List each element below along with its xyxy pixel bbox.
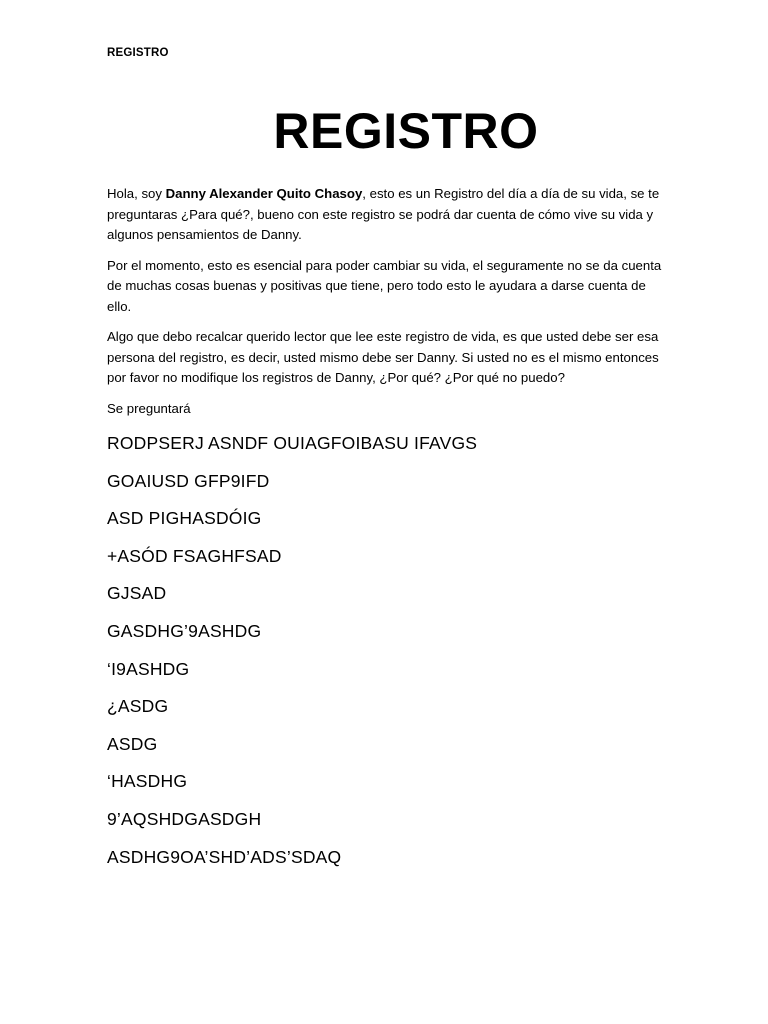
author-name: Danny Alexander Quito Chasoy bbox=[165, 186, 363, 201]
entry-lines bbox=[107, 430, 707, 881]
entry-line: ASDHG9OA’SHD’ADS’SDAQ bbox=[107, 846, 342, 867]
paragraph-intro bbox=[107, 184, 662, 246]
entry-line: GJSAD bbox=[107, 583, 167, 604]
intro-text-start: Hola, soy bbox=[107, 186, 166, 201]
paragraph-purpose: Por el momento, esto es esencial para poder cambiar su vida, el seguramente no se da cuenta de muchas cosas buenas y positivas que tiene, pero todo esto le ayudara a darse cuenta de ello. bbox=[107, 257, 662, 314]
running-header: REGISTRO bbox=[107, 47, 169, 59]
entry-line: +ASÓD FSAGHFSAD bbox=[107, 545, 282, 566]
paragraph-question: Se preguntará bbox=[107, 400, 191, 416]
entry-line: GOAIUSD GFP9IFD bbox=[107, 470, 270, 491]
entry-line: RODPSERJ ASNDF OUIAGFOIBASU IFAVGS bbox=[107, 433, 478, 453]
document-title: REGISTRO bbox=[273, 103, 539, 159]
paragraph-warning: Algo que debo recalcar querido lector que lee este registro de vida, es que usted debe ser esa persona del registro, es decir, usted mismo debe ser Danny. Si usted no es el mismo entonces por favor no modifique los registros de Danny, ¿Por qué? ¿Por qué no puedo? bbox=[107, 329, 659, 385]
entry-line: ASDG bbox=[107, 733, 158, 754]
entry-line: ‘I9ASHDG bbox=[107, 658, 190, 679]
entry-line: GASDHG’9ASHDG bbox=[107, 620, 262, 641]
entry-line: ¿ASDG bbox=[107, 696, 169, 717]
entry-line: ‘HASDHG bbox=[107, 771, 188, 792]
entry-line: 9’AQSHDGASDGH bbox=[107, 808, 262, 829]
document-body bbox=[107, 184, 662, 429]
intro-text-end: , esto es un Registro del día a día de su vida, se te preguntaras ¿Para qué?, bueno con este registro se podrá dar cuenta de cómo vive su vida y algunos pensamientos de Danny. bbox=[107, 186, 660, 242]
entry-line: ASD PIGHASDÓIG bbox=[107, 508, 262, 529]
